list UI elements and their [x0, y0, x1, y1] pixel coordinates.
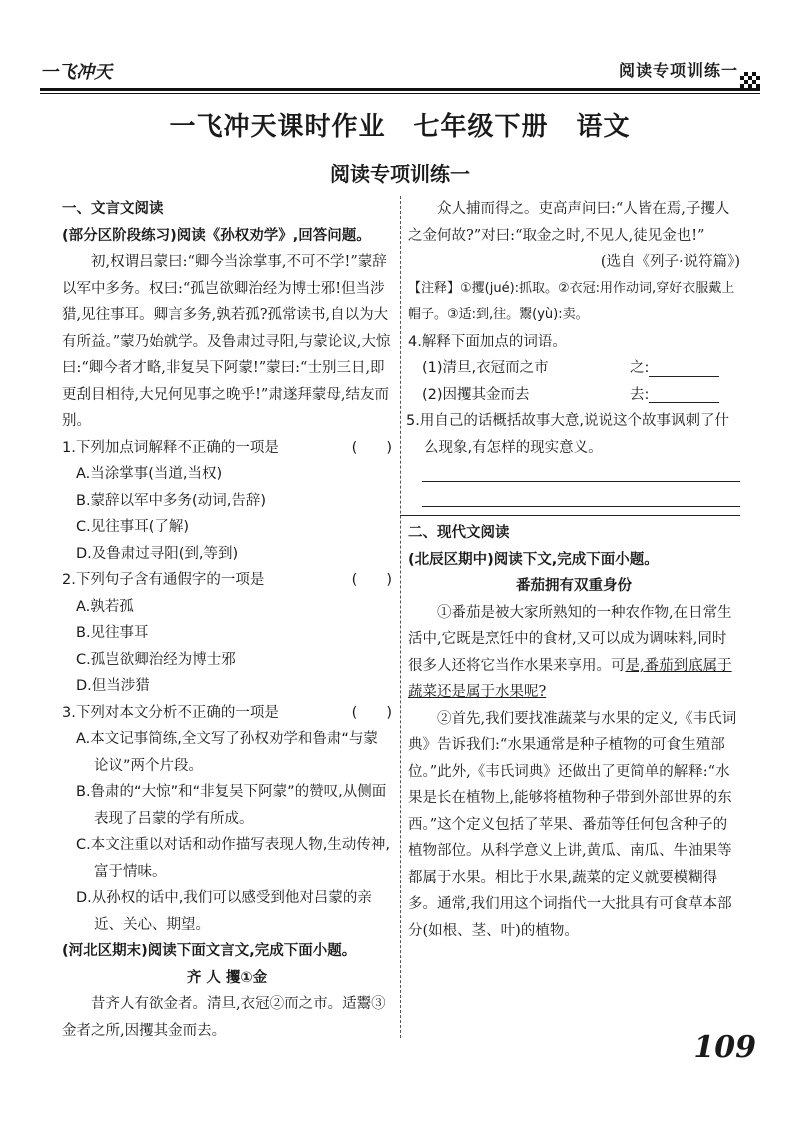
question-4: 4.解释下面加点的词语。 [408, 333, 567, 350]
intro-classical: (部分区阶段练习)阅读《孙权劝学》,回答问题。 [62, 227, 371, 244]
page-subtitle: 阅读专项训练一 [330, 162, 470, 186]
question-1 [62, 435, 392, 462]
q1-stem: 1.下列加点词解释不正确的一项是 [62, 439, 279, 456]
header-rule-thin [40, 93, 760, 94]
q4-item-2-key: 去: [630, 386, 650, 403]
q1-option-d: D.及鲁肃过寻阳(到,等到) [76, 545, 239, 562]
q3-option-b: B.鲁肃的“大惊”和“非复吴下阿蒙”的赞叹,从侧面表现了吕蒙的学有所成。 [76, 784, 387, 827]
header-rule [40, 88, 760, 91]
section-classical: 一、文言文阅读 [62, 201, 164, 217]
title-qiren: 齐 人 攫①金 [186, 969, 268, 986]
paragraph-1-text: ①番茄是被大家所熟知的一种农作物,在日常生活中,它既是烹饪中的食材,又可以成为调味料,同时很多人还将它当作水果来享用。可 [408, 604, 732, 674]
q4-item-1-key: 之: [630, 360, 650, 376]
q4-item-1 [408, 355, 740, 382]
page-title [0, 106, 800, 143]
q2-paren: ( ) [351, 572, 392, 588]
page-number: 109 [693, 1030, 756, 1065]
q2-option-d: D.但当涉猎 [76, 678, 150, 694]
q2-stem: 2.下列句子含有通假字的一项是 [62, 572, 265, 588]
passage-qiren-part2: 众人捕而得之。吏高声问曰:“人皆在焉,子攫人之金何故?”对曰:“取金之时,不见人,徒见金也!” [408, 201, 730, 244]
q3-stem: 3.下列对本文分析不正确的一项是 [62, 704, 279, 721]
answer-line-2[interactable] [422, 506, 740, 507]
left-column [62, 196, 392, 1044]
section-modern: 二、现代文阅读 [408, 525, 510, 541]
q2-option-c: C.孤岂欲卿治经为博士邪 [76, 651, 236, 668]
checker-decoration [740, 72, 760, 88]
intro-modern: (北辰区期中)阅读下文,完成下面小题。 [408, 551, 659, 568]
section-separator [400, 515, 740, 516]
column-divider [400, 196, 401, 1038]
title-tomato: 番茄拥有双重身份 [516, 578, 632, 594]
header-section: 阅读专项训练一 [618, 61, 738, 80]
header-logo: 一飞冲天 [40, 62, 112, 83]
title-part-2: 七年级下册 [413, 112, 549, 142]
q3-option-d: D.从孙权的话中,我们可以感受到他对吕蒙的亲近、关心、期望。 [76, 890, 372, 933]
passage-sunquan: 初,权谓吕蒙曰:“卿今当涂掌事,不可不学!”蒙辞以军中多务。权曰:“孤岂欲卿治经为博士邪!但当涉猎,见往事耳。卿言多务,孰若孤?孤常读书,自以为大有所益。”蒙乃始就学。及鲁肃过寻阳,与蒙论议,大惊曰:“卿今者才略,非复吴下阿蒙!”蒙曰:“士别三日,即更刮目相待,大兄何见事之晚乎!”肃遂拜蒙母,结友而别。 [62, 254, 391, 429]
q3-paren: ( ) [351, 704, 392, 721]
question-5: 5.用自己的话概括故事大意,说说这个故事讽刺了什么现象,有怎样的现实意义。 [406, 413, 729, 456]
paragraph-2: ②首先,我们要找准蔬菜与水果的定义,《韦氏词典》告诉我们:“水果通常是种子植物的可食生殖部位。”此外,《韦氏词典》还做出了更简单的解释:“水果是长在植物上,能够将植物种子带到外部世界的东西。”这个定义包括了苹果、番茄等任何包含种子的植物部位。从科学意义上讲,黄瓜、南瓜、牛油果等都属于水果。相比于水果,蔬菜的定义就要模糊得多。通常,我们用这个词指代一大批具有可食草本部分(如根、茎、叶)的植物。 [408, 710, 737, 939]
q2-option-b: B.见往事耳 [76, 625, 149, 641]
paragraph-1 [408, 600, 740, 706]
q1-option-b: B.蒙辞以军中多务(动词,告辞) [76, 492, 266, 509]
passage-source: (选自《列子·说符篇》) [600, 254, 740, 270]
question-2 [62, 567, 392, 594]
passage-qiren-part1: 昔齐人有欲金者。清旦,衣冠②而之市。适鬻③金者之所,因攫其金而去。 [62, 996, 386, 1039]
q4-item-1-answer [630, 355, 740, 382]
question-3 [62, 700, 392, 727]
q3-option-a: A.本文记事简练,全文写了孙权劝学和鲁肃“与蒙论议”两个片段。 [76, 731, 378, 774]
q4-item-1-text: (1)清旦,衣冠而之市 [422, 360, 549, 376]
q3-option-c: C.本文注重以对话和动作描写表现人物,生动传神,富于情味。 [76, 837, 390, 880]
q4-item-2-text: (2)因攫其金而去 [422, 386, 530, 403]
q4-item-2 [408, 382, 740, 409]
answer-line-1[interactable] [422, 481, 740, 482]
title-part-3: 语文 [576, 112, 631, 142]
q4-item-2-answer [630, 382, 740, 409]
title-part-1: 一飞冲天课时作业 [169, 112, 386, 142]
q2-option-a: A.孰若孤 [76, 598, 134, 615]
q1-option-c: C.见往事耳(了解) [76, 519, 190, 535]
q1-paren: ( ) [351, 439, 392, 456]
notes: 【注释】①攫(jué):抓取。②衣冠:用作动词,穿好衣服戴上帽子。③适:到,往。鬻(yù):卖。 [408, 280, 735, 322]
q4-item-2-blank[interactable] [649, 386, 719, 403]
paragraph-1-underlined: 是,番茄到底属于蔬菜还是属于水果呢? [408, 657, 732, 700]
intro-qiren: (河北区期末)阅读下面文言文,完成下面小题。 [62, 943, 357, 959]
q1-option-a: A.当涂掌事(当道,当权) [76, 466, 223, 482]
right-column [408, 196, 740, 944]
q4-item-1-blank[interactable] [649, 360, 719, 377]
